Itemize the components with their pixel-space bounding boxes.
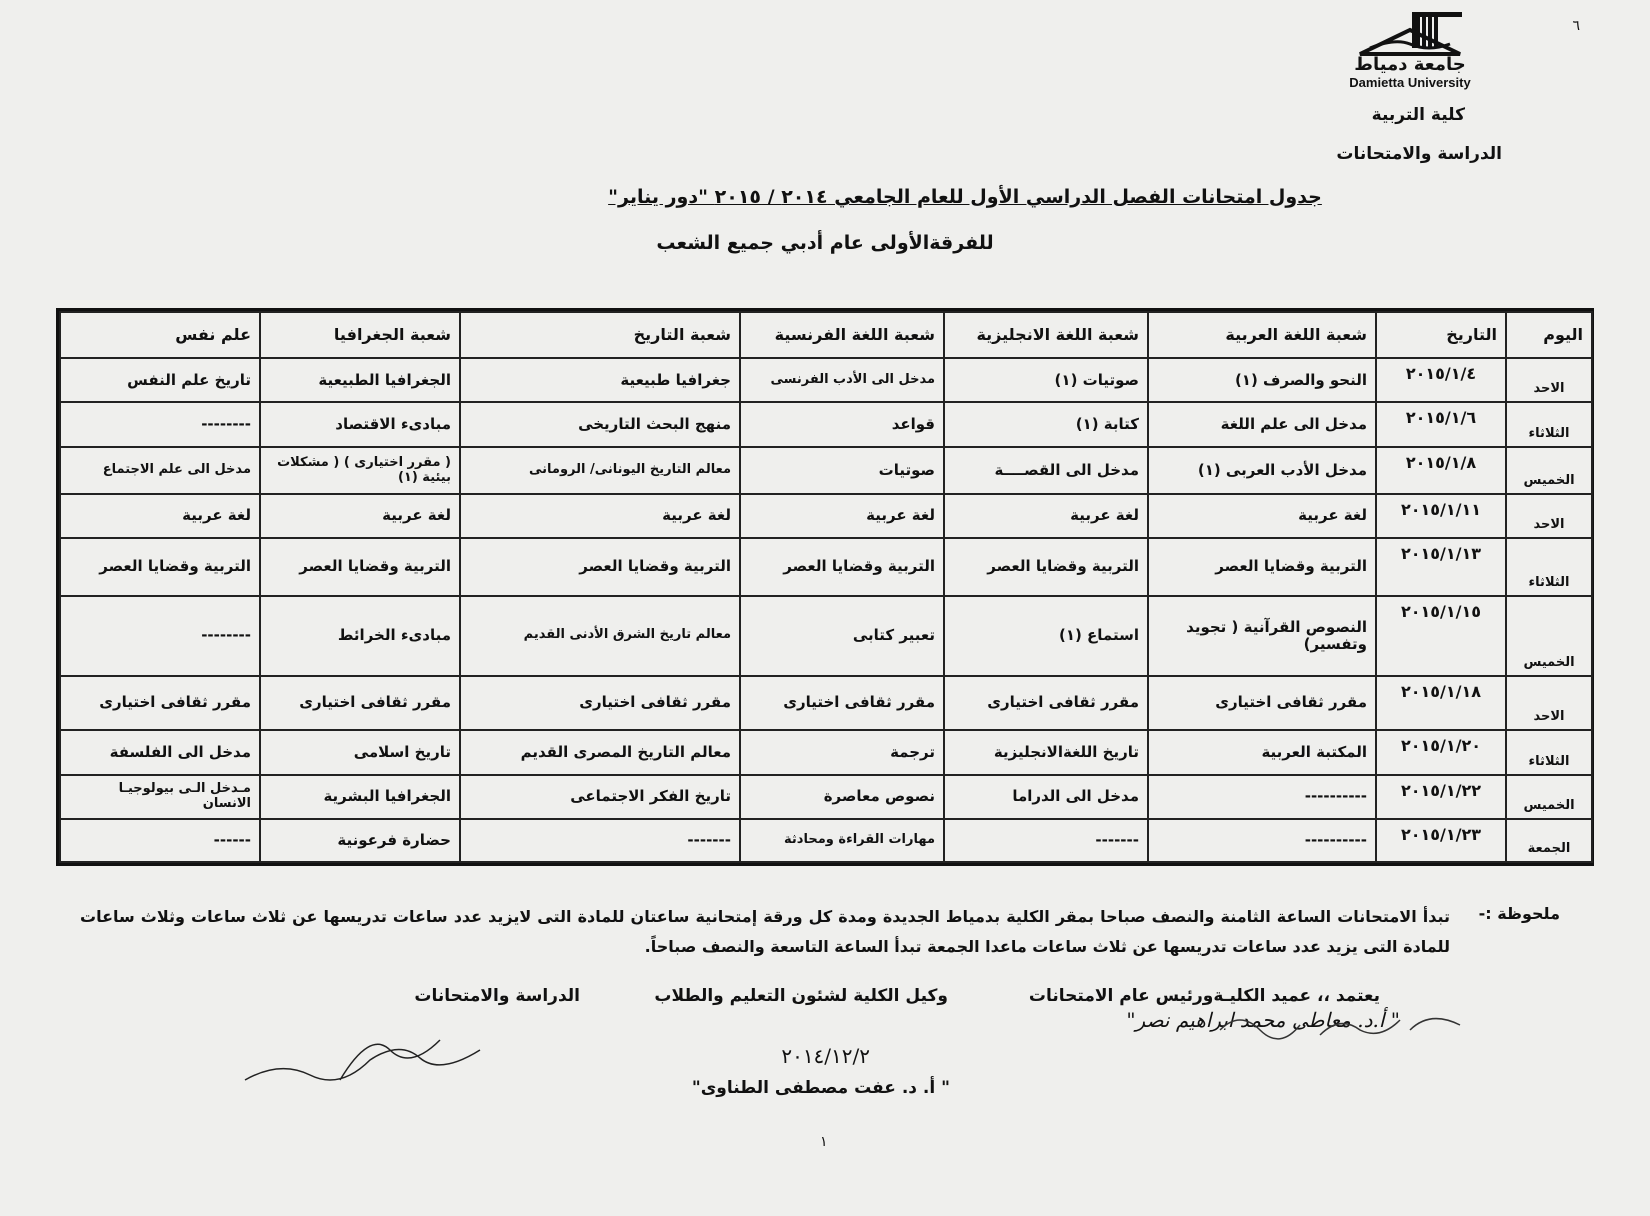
cell-arabic: النصوص القرآنية ( تجويد وتفسير) [1148, 596, 1376, 677]
header-french: شعبة اللغة الفرنسية [740, 312, 944, 358]
cell-day: الجمعة [1506, 819, 1592, 862]
cell-english: مدخل الى الدراما [944, 775, 1148, 818]
dean-signature-icon [240, 1020, 490, 1100]
table-row [60, 447, 1592, 495]
page-number: ١ [820, 1134, 828, 1150]
cell-geography: حضارة فرعونية [260, 819, 460, 862]
exams-dept-signature-icon [1210, 1000, 1470, 1050]
table-row [60, 494, 1592, 537]
cell-date: ٢٠١٥/١/١١ [1376, 494, 1506, 537]
cell-french: تعبير كتابى [740, 596, 944, 677]
cell-arabic: مدخل الأدب العربى (١) [1148, 447, 1376, 495]
cell-day: الثلاثاء [1506, 402, 1592, 446]
cell-history: جغرافيا طبيعية [460, 358, 740, 402]
exam-schedule-table [56, 308, 1594, 866]
cell-french: لغة عربية [740, 494, 944, 537]
header-geography: شعبة الجغرافيا [260, 312, 460, 358]
cell-arabic: ---------- [1148, 819, 1376, 862]
university-logo [1310, 8, 1510, 90]
logo-mark-icon [1350, 8, 1470, 58]
cell-psychology: -------- [60, 596, 260, 677]
cell-history: معالم التاريخ اليونانى/ الرومانى [460, 447, 740, 495]
table-row [60, 819, 1592, 862]
header-english: شعبة اللغة الانجليزية [944, 312, 1148, 358]
cell-psychology: ------ [60, 819, 260, 862]
table-row [60, 730, 1592, 775]
cell-day: الاحد [1506, 358, 1592, 402]
cell-english: مدخل الى القصــــة [944, 447, 1148, 495]
cell-english: مقرر ثقافى اختيارى [944, 676, 1148, 730]
cell-french: قواعد [740, 402, 944, 446]
cell-history: مقرر ثقافى اختيارى [460, 676, 740, 730]
cell-geography: لغة عربية [260, 494, 460, 537]
table-row [60, 358, 1592, 402]
cell-french: ترجمة [740, 730, 944, 775]
cell-date: ٢٠١٥/١/٢٢ [1376, 775, 1506, 818]
cell-history: منهج البحث التاريخى [460, 402, 740, 446]
note-text: تبدأ الامتحانات الساعة الثامنة والنصف صباحا بمقر الكلية بدمياط الجديدة ومدة كل ورقة إمتحانية ساعتان للمادة التى لايزيد عدد ساعات تدريسها عن ثلاث ساعات وثلاث ساعات للمادة التى يزيد عدد ساعات تدريسها عن ثلاث ساعات ماعدا الجمعة تبدأ الساعة التاسعة والنصف صباحاً. [80, 907, 1450, 956]
cell-date: ٢٠١٥/١/٦ [1376, 402, 1506, 446]
cell-psychology: مـدخل الـى بيولوجيـا الانسان [60, 775, 260, 818]
cell-arabic: المكتبة العربية [1148, 730, 1376, 775]
cell-french: مقرر ثقافى اختيارى [740, 676, 944, 730]
cell-psychology: مدخل الى الفلسفة [60, 730, 260, 775]
cell-date: ٢٠١٥/١/١٨ [1376, 676, 1506, 730]
cell-english: ------- [944, 819, 1148, 862]
faculty-name: كلية التربية [1371, 105, 1465, 125]
note-label: ملحوظة :- [1478, 904, 1560, 923]
table-row [60, 676, 1592, 730]
cell-english: التربية وقضايا العصر [944, 538, 1148, 596]
cell-history: معالم التاريخ المصرى القديم [460, 730, 740, 775]
vice-dean-signature-date: ٢٠١٤/١٢/٢ [781, 1044, 870, 1068]
cell-geography: التربية وقضايا العصر [260, 538, 460, 596]
cell-history: تاريخ الفكر الاجتماعى [460, 775, 740, 818]
cell-day: الثلاثاء [1506, 730, 1592, 775]
cell-arabic: النحو والصرف (١) [1148, 358, 1376, 402]
cell-english: لغة عربية [944, 494, 1148, 537]
cell-geography: تاريخ اسلامى [260, 730, 460, 775]
cell-geography: مبادىء الخرائط [260, 596, 460, 677]
table-row [60, 402, 1592, 446]
cell-date: ٢٠١٥/١/١٥ [1376, 596, 1506, 677]
cell-geography: ( مقرر اختيارى ) ( مشكلات بيئية (١) [260, 447, 460, 495]
cell-french: مدخل الى الأدب الفرنسى [740, 358, 944, 402]
header-day: اليوم [1506, 312, 1592, 358]
university-name-ar: جامعة دمياط [1354, 54, 1466, 75]
cell-psychology: مدخل الى علم الاجتماع [60, 447, 260, 495]
cell-arabic: لغة عربية [1148, 494, 1376, 537]
cell-french: صوتيات [740, 447, 944, 495]
header-arabic: شعبة اللغة العربية [1148, 312, 1376, 358]
corner-mark: ٦ [1572, 18, 1580, 34]
cell-arabic: ---------- [1148, 775, 1376, 818]
cell-psychology: تاريخ علم النفس [60, 358, 260, 402]
cell-geography: الجغرافيا الطبيعية [260, 358, 460, 402]
cell-french: نصوص معاصرة [740, 775, 944, 818]
vice-dean-name: " أ. د. عفت مصطفى الطناوى" [691, 1078, 950, 1098]
table-row [60, 596, 1592, 677]
schedule-title: جدول امتحانات الفصل الدراسي الأول للعام الجامعي ٢٠١٤ / ٢٠١٥ "دور يناير" [608, 186, 1322, 208]
header-history: شعبة التاريخ [460, 312, 740, 358]
department-name: الدراسة والامتحانات [1336, 144, 1502, 164]
cell-day: الخميس [1506, 447, 1592, 495]
cell-geography: مبادىء الاقتصاد [260, 402, 460, 446]
dean-name: " أ.د. معاطى محمد ابراهيم نصر" [1126, 1008, 1400, 1032]
cell-english: تاريخ اللغةالانجليزية [944, 730, 1148, 775]
cell-english: كتابة (١) [944, 402, 1148, 446]
table-row [60, 538, 1592, 596]
vice-dean-title: وكيل الكلية لشئون التعليم والطلاب [654, 986, 948, 1006]
cell-geography: الجغرافيا البشرية [260, 775, 460, 818]
exams-dept-title: الدراسة والامتحانات [414, 986, 580, 1006]
cell-history: التربية وقضايا العصر [460, 538, 740, 596]
cell-day: الخميس [1506, 596, 1592, 677]
cell-french: التربية وقضايا العصر [740, 538, 944, 596]
university-name-en: Damietta University [1349, 75, 1471, 90]
cell-day: الاحد [1506, 676, 1592, 730]
cell-history: معالم تاريخ الشرق الأدنى القديم [460, 596, 740, 677]
cell-arabic: مقرر ثقافى اختيارى [1148, 676, 1376, 730]
cell-psychology: التربية وقضايا العصر [60, 538, 260, 596]
table-header-row [60, 312, 1592, 358]
cell-arabic: التربية وقضايا العصر [1148, 538, 1376, 596]
cell-english: صوتيات (١) [944, 358, 1148, 402]
cell-date: ٢٠١٥/١/٨ [1376, 447, 1506, 495]
cell-arabic: مدخل الى علم اللغة [1148, 402, 1376, 446]
cell-geography: مقرر ثقافى اختيارى [260, 676, 460, 730]
cell-day: الاحد [1506, 494, 1592, 537]
cell-date: ٢٠١٥/١/٢٠ [1376, 730, 1506, 775]
schedule-subtitle: للفرقةالأولى عام أدبي جميع الشعب [656, 232, 994, 254]
cell-history: لغة عربية [460, 494, 740, 537]
cell-psychology: مقرر ثقافى اختيارى [60, 676, 260, 730]
header-psychology: علم نفس [60, 312, 260, 358]
header-date: التاريخ [1376, 312, 1506, 358]
cell-day: الثلاثاء [1506, 538, 1592, 596]
cell-french: مهارات القراءة ومحادثة [740, 819, 944, 862]
cell-psychology: -------- [60, 402, 260, 446]
cell-english: استماع (١) [944, 596, 1148, 677]
cell-date: ٢٠١٥/١/٢٣ [1376, 819, 1506, 862]
cell-date: ٢٠١٥/١/١٣ [1376, 538, 1506, 596]
cell-day: الخميس [1506, 775, 1592, 818]
table-row [60, 775, 1592, 818]
cell-psychology: لغة عربية [60, 494, 260, 537]
cell-date: ٢٠١٥/١/٤ [1376, 358, 1506, 402]
dean-title: يعتمد ،، عميد الكليـةورئيس عام الامتحانات [1028, 986, 1380, 1006]
cell-history: ------- [460, 819, 740, 862]
